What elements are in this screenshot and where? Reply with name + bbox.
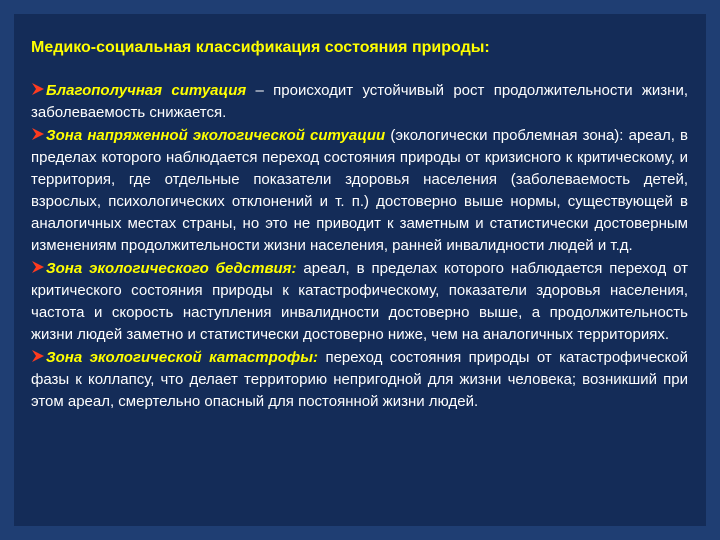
term-disaster-zone: Зона экологического бедствия:: [46, 260, 297, 277]
arrow-bullet-icon: [31, 260, 45, 274]
content-panel: [14, 14, 706, 526]
list-item-catastrophe-zone: [31, 347, 688, 413]
definition-tension-zone: (экологически проблемная зона): ареал, в пределах которого наблюдается переход состояния природы от кризисного к критическому, и территория, где отдельные показатели здоровья населения (заболеваемость детей, взрослых, психологических отклонений и т. п.) достоверно выше нормы, существующей в аналогичных местах страны, но это не приводит к заметным и статистически достоверным изменениям продолжительности жизни населения, ранней инвалидности людей и т.д.: [31, 127, 688, 254]
list-item-disaster-zone: [31, 258, 688, 346]
term-tension-zone: Зона напряженной экологической ситуации: [46, 127, 386, 144]
definition-favorable: – происходит устойчивый рост продолжительности жизни, заболеваемость снижается.: [31, 82, 689, 121]
arrow-bullet-icon: [31, 82, 45, 96]
definition-catastrophe-zone: переход состояния природы от катастрофической фазы к коллапсу, что делает территорию непригодной для жизни человека; возникший при этом ареал, смертельно опасный для постоянной жизни людей.: [31, 349, 688, 410]
term-favorable: Благополучная ситуация: [46, 82, 247, 99]
slide-title: Медико-социальная классификация состояния природы:: [31, 39, 490, 56]
definition-disaster-zone: ареал, в пределах которого наблюдается переход от критического состояния природы к катастрофическому, показатели здоровья населения, частота и скорость наступления инвалидности достоверно выше, а продолжительность жизни людей заметно и статистически достоверно ниже, чем на аналогичных территориях.: [31, 260, 688, 343]
arrow-bullet-icon: [31, 127, 45, 141]
list-item-favorable: [31, 80, 688, 124]
term-catastrophe-zone: Зона экологической катастрофы:: [46, 349, 319, 366]
list-item-tension-zone: [31, 125, 688, 257]
arrow-bullet-icon: [31, 349, 45, 363]
